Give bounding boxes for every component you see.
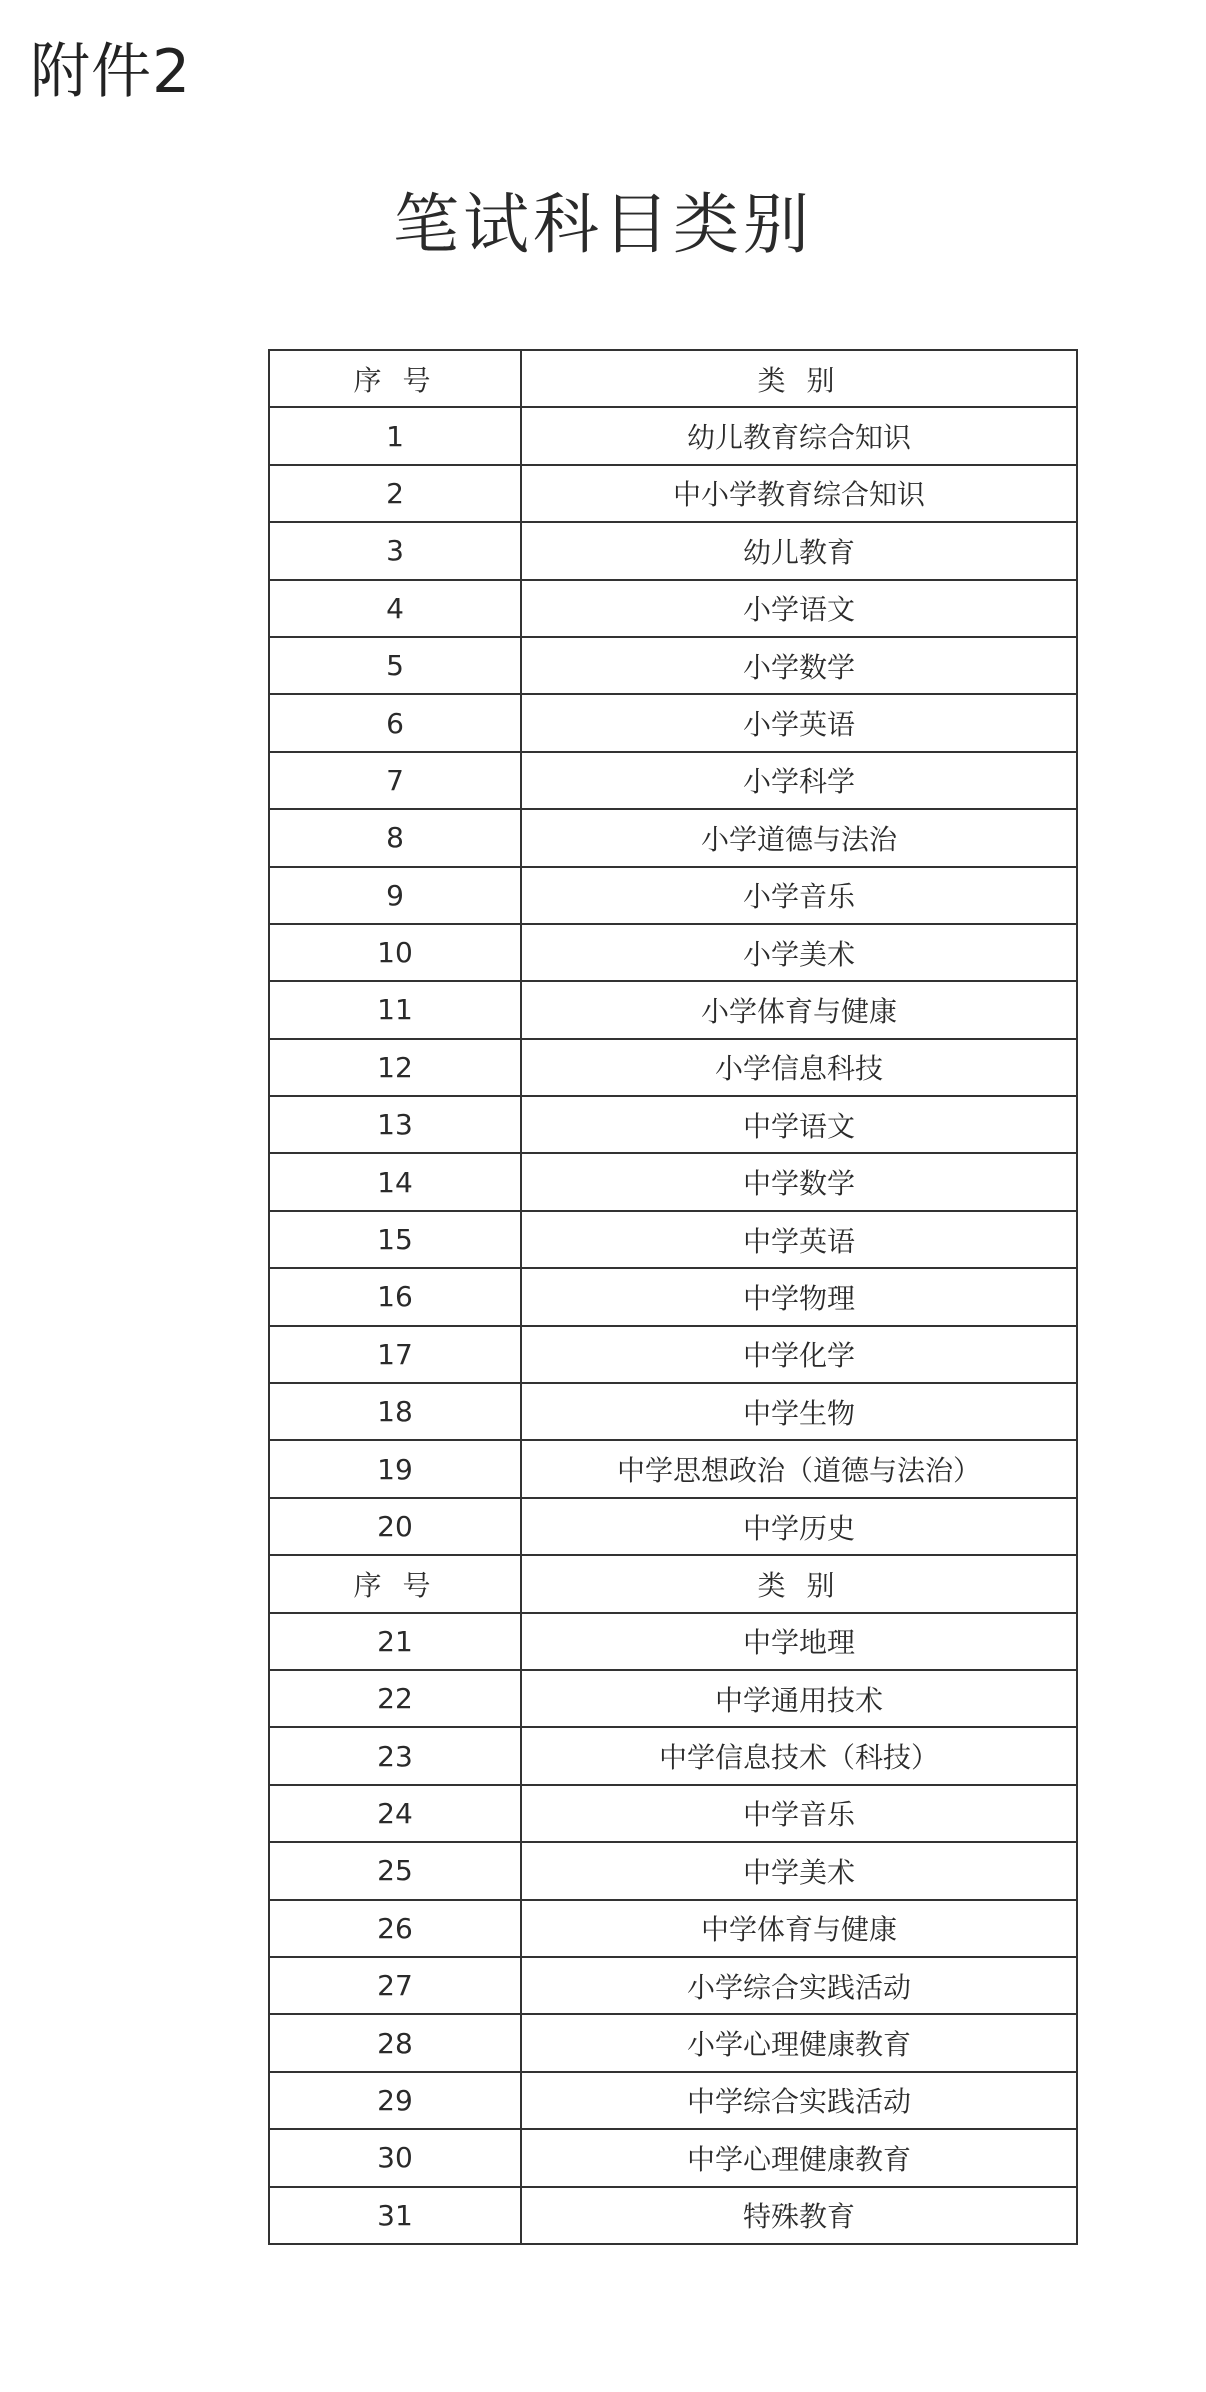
- row-category: 中学体育与健康: [521, 1900, 1077, 1957]
- row-number: 11: [269, 981, 521, 1038]
- row-number: 29: [269, 2072, 521, 2129]
- table-row: [269, 1498, 1077, 1555]
- header-category: 类 别: [521, 350, 1077, 407]
- row-category: 小学语文: [521, 580, 1077, 637]
- table-row: [269, 752, 1077, 809]
- row-number: 31: [269, 2187, 521, 2244]
- row-number: 21: [269, 1613, 521, 1670]
- table-row: [269, 2129, 1077, 2186]
- table-row: [269, 1039, 1077, 1096]
- table-row: [269, 1211, 1077, 1268]
- row-number: 26: [269, 1900, 521, 1957]
- row-category: 小学美术: [521, 924, 1077, 981]
- row-number: 24: [269, 1785, 521, 1842]
- table-row: [269, 637, 1077, 694]
- table-row: [269, 1842, 1077, 1899]
- table-row: [269, 1727, 1077, 1784]
- row-number: 18: [269, 1383, 521, 1440]
- attachment-label: 附件2: [30, 37, 192, 107]
- header-category-repeat: 类 别: [521, 1555, 1077, 1612]
- table-row: [269, 2072, 1077, 2129]
- table-row: [269, 2187, 1077, 2244]
- table-row: [269, 1440, 1077, 1497]
- row-number: 25: [269, 1842, 521, 1899]
- row-category: 幼儿教育: [521, 522, 1077, 579]
- row-number: 5: [269, 637, 521, 694]
- table-row: [269, 981, 1077, 1038]
- table-header-row-repeat: [269, 1555, 1077, 1612]
- table-row: [269, 1096, 1077, 1153]
- table-row: [269, 1900, 1077, 1957]
- row-number: 8: [269, 809, 521, 866]
- row-number: 2: [269, 465, 521, 522]
- table-body: [269, 350, 1077, 2244]
- table-row: [269, 867, 1077, 924]
- row-category: 中学化学: [521, 1326, 1077, 1383]
- row-category: 小学数学: [521, 637, 1077, 694]
- row-category: 中学语文: [521, 1096, 1077, 1153]
- row-number: 22: [269, 1670, 521, 1727]
- subject-category-table: [268, 349, 1078, 2245]
- table-header-row: [269, 350, 1077, 407]
- row-category: 小学体育与健康: [521, 981, 1077, 1038]
- row-number: 17: [269, 1326, 521, 1383]
- row-category: 中学历史: [521, 1498, 1077, 1555]
- row-category: 特殊教育: [521, 2187, 1077, 2244]
- row-number: 7: [269, 752, 521, 809]
- table-row: [269, 522, 1077, 579]
- row-category: 中学地理: [521, 1613, 1077, 1670]
- table-row: [269, 1785, 1077, 1842]
- table-row: [269, 1326, 1077, 1383]
- row-number: 12: [269, 1039, 521, 1096]
- row-category: 中学英语: [521, 1211, 1077, 1268]
- row-category: 小学道德与法治: [521, 809, 1077, 866]
- table-row: [269, 1957, 1077, 2014]
- row-category: 中学思想政治（道德与法治）: [521, 1440, 1077, 1497]
- table-row: [269, 465, 1077, 522]
- row-number: 14: [269, 1153, 521, 1210]
- row-category: 小学英语: [521, 694, 1077, 751]
- table-row: [269, 1613, 1077, 1670]
- row-number: 20: [269, 1498, 521, 1555]
- row-number: 16: [269, 1268, 521, 1325]
- row-number: 1: [269, 407, 521, 464]
- row-number: 13: [269, 1096, 521, 1153]
- header-number-repeat: 序 号: [269, 1555, 521, 1612]
- row-category: 中学心理健康教育: [521, 2129, 1077, 2186]
- row-category: 小学心理健康教育: [521, 2014, 1077, 2071]
- row-number: 15: [269, 1211, 521, 1268]
- row-category: 幼儿教育综合知识: [521, 407, 1077, 464]
- row-category: 中学生物: [521, 1383, 1077, 1440]
- page-title: 笔试科目类别: [393, 186, 813, 263]
- row-category: 中小学教育综合知识: [521, 465, 1077, 522]
- row-category: 中学物理: [521, 1268, 1077, 1325]
- table-row: [269, 1153, 1077, 1210]
- row-category: 小学综合实践活动: [521, 1957, 1077, 2014]
- row-number: 3: [269, 522, 521, 579]
- table-row: [269, 1383, 1077, 1440]
- row-category: 中学音乐: [521, 1785, 1077, 1842]
- row-category: 中学美术: [521, 1842, 1077, 1899]
- table-row: [269, 809, 1077, 866]
- row-number: 30: [269, 2129, 521, 2186]
- table-row: [269, 1670, 1077, 1727]
- row-category: 中学信息技术（科技）: [521, 1727, 1077, 1784]
- table-row: [269, 2014, 1077, 2071]
- row-number: 10: [269, 924, 521, 981]
- row-category: 中学数学: [521, 1153, 1077, 1210]
- row-number: 28: [269, 2014, 521, 2071]
- row-number: 6: [269, 694, 521, 751]
- row-category: 中学综合实践活动: [521, 2072, 1077, 2129]
- row-category: 小学音乐: [521, 867, 1077, 924]
- row-number: 4: [269, 580, 521, 637]
- row-number: 19: [269, 1440, 521, 1497]
- row-category: 中学通用技术: [521, 1670, 1077, 1727]
- row-number: 23: [269, 1727, 521, 1784]
- table-row: [269, 694, 1077, 751]
- table-row: [269, 407, 1077, 464]
- table-row: [269, 924, 1077, 981]
- table-row: [269, 1268, 1077, 1325]
- row-number: 9: [269, 867, 521, 924]
- row-category: 小学信息科技: [521, 1039, 1077, 1096]
- header-number: 序 号: [269, 350, 521, 407]
- row-category: 小学科学: [521, 752, 1077, 809]
- row-number: 27: [269, 1957, 521, 2014]
- table-row: [269, 580, 1077, 637]
